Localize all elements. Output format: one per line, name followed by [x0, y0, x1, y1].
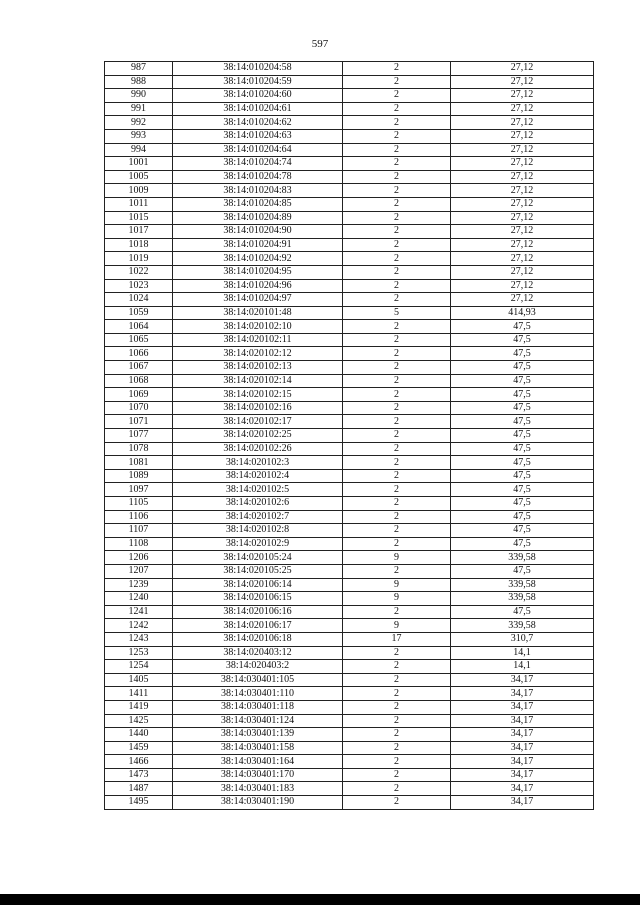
table-row [105, 768, 594, 782]
count-cell: 2 [343, 293, 451, 307]
value-cell: 47,5 [451, 388, 594, 402]
table-row [105, 714, 594, 728]
value-cell: 27,12 [451, 75, 594, 89]
value-cell: 27,12 [451, 102, 594, 116]
row-number-cell: 1419 [105, 700, 173, 714]
row-number-cell: 1015 [105, 211, 173, 225]
row-number-cell: 1064 [105, 320, 173, 334]
value-cell: 34,17 [451, 782, 594, 796]
table-row [105, 388, 594, 402]
row-number-cell: 1241 [105, 605, 173, 619]
table-row [105, 225, 594, 239]
count-cell: 2 [343, 320, 451, 334]
cadastral-number-cell: 38:14:020102:11 [173, 333, 343, 347]
table-row [105, 619, 594, 633]
cadastral-number-cell: 38:14:030401:190 [173, 796, 343, 810]
table-row [105, 116, 594, 130]
value-cell: 27,12 [451, 252, 594, 266]
table-row [105, 170, 594, 184]
row-number-cell: 1081 [105, 456, 173, 470]
value-cell: 47,5 [451, 415, 594, 429]
table-row [105, 442, 594, 456]
count-cell: 5 [343, 306, 451, 320]
table-row [105, 469, 594, 483]
table-row [105, 401, 594, 415]
row-number-cell: 1023 [105, 279, 173, 293]
count-cell: 2 [343, 796, 451, 810]
value-cell: 34,17 [451, 755, 594, 769]
value-cell: 47,5 [451, 537, 594, 551]
cadastral-number-cell: 38:14:010204:78 [173, 170, 343, 184]
table-row [105, 605, 594, 619]
cadastral-number-cell: 38:14:030401:110 [173, 687, 343, 701]
row-number-cell: 1018 [105, 238, 173, 252]
table-row [105, 279, 594, 293]
table-row [105, 306, 594, 320]
table-row [105, 415, 594, 429]
table-row [105, 483, 594, 497]
value-cell: 47,5 [451, 456, 594, 470]
table-row [105, 374, 594, 388]
cadastral-number-cell: 38:14:020102:3 [173, 456, 343, 470]
cadastral-number-cell: 38:14:010204:89 [173, 211, 343, 225]
row-number-cell: 1105 [105, 497, 173, 511]
cadastral-number-cell: 38:14:020106:17 [173, 619, 343, 633]
count-cell: 2 [343, 157, 451, 171]
table-row [105, 456, 594, 470]
cadastral-number-cell: 38:14:020102:16 [173, 401, 343, 415]
table-row [105, 646, 594, 660]
table-row [105, 497, 594, 511]
count-cell: 9 [343, 619, 451, 633]
table-row [105, 551, 594, 565]
value-cell: 47,5 [451, 524, 594, 538]
row-number-cell: 988 [105, 75, 173, 89]
cadastral-number-cell: 38:14:010204:62 [173, 116, 343, 130]
count-cell: 2 [343, 456, 451, 470]
value-cell: 47,5 [451, 347, 594, 361]
table-row [105, 238, 594, 252]
value-cell: 47,5 [451, 469, 594, 483]
table-row [105, 361, 594, 375]
cadastral-number-cell: 38:14:010204:91 [173, 238, 343, 252]
cadastral-number-cell: 38:14:030401:183 [173, 782, 343, 796]
table-row [105, 252, 594, 266]
row-number-cell: 1011 [105, 197, 173, 211]
value-cell: 34,17 [451, 768, 594, 782]
table-row [105, 592, 594, 606]
cadastral-number-cell: 38:14:030401:105 [173, 673, 343, 687]
cadastral-number-cell: 38:14:020102:14 [173, 374, 343, 388]
cadastral-number-cell: 38:14:020106:15 [173, 592, 343, 606]
count-cell: 2 [343, 333, 451, 347]
table-body [105, 62, 594, 810]
cadastral-number-cell: 38:14:020102:17 [173, 415, 343, 429]
value-cell: 27,12 [451, 293, 594, 307]
count-cell: 2 [343, 687, 451, 701]
row-number-cell: 1059 [105, 306, 173, 320]
row-number-cell: 1459 [105, 741, 173, 755]
cadastral-number-cell: 38:14:020102:26 [173, 442, 343, 456]
cadastral-number-cell: 38:14:010204:59 [173, 75, 343, 89]
cadastral-number-cell: 38:14:010204:95 [173, 265, 343, 279]
count-cell: 2 [343, 374, 451, 388]
value-cell: 27,12 [451, 279, 594, 293]
count-cell: 2 [343, 768, 451, 782]
cadastral-number-cell: 38:14:020102:9 [173, 537, 343, 551]
value-cell: 27,12 [451, 143, 594, 157]
value-cell: 47,5 [451, 401, 594, 415]
table-row [105, 796, 594, 810]
cadastral-number-cell: 38:14:030401:124 [173, 714, 343, 728]
cadastral-number-cell: 38:14:030401:170 [173, 768, 343, 782]
row-number-cell: 1097 [105, 483, 173, 497]
table-row [105, 429, 594, 443]
cadastral-number-cell: 38:14:010204:60 [173, 89, 343, 103]
page-number: 597 [311, 38, 329, 50]
row-number-cell: 1022 [105, 265, 173, 279]
table-row [105, 578, 594, 592]
value-cell: 27,12 [451, 211, 594, 225]
value-cell: 47,5 [451, 429, 594, 443]
value-cell: 14,1 [451, 660, 594, 674]
count-cell: 2 [343, 497, 451, 511]
count-cell: 2 [343, 347, 451, 361]
row-number-cell: 991 [105, 102, 173, 116]
row-number-cell: 1425 [105, 714, 173, 728]
count-cell: 9 [343, 551, 451, 565]
value-cell: 34,17 [451, 796, 594, 810]
value-cell: 14,1 [451, 646, 594, 660]
count-cell: 2 [343, 170, 451, 184]
row-number-cell: 1206 [105, 551, 173, 565]
cadastral-number-cell: 38:14:020106:18 [173, 632, 343, 646]
cadastral-number-cell: 38:14:020102:13 [173, 361, 343, 375]
row-number-cell: 993 [105, 129, 173, 143]
table-row [105, 564, 594, 578]
value-cell: 339,58 [451, 592, 594, 606]
count-cell: 2 [343, 361, 451, 375]
row-number-cell: 1019 [105, 252, 173, 266]
count-cell: 2 [343, 415, 451, 429]
count-cell: 2 [343, 62, 451, 76]
row-number-cell: 1005 [105, 170, 173, 184]
count-cell: 2 [343, 143, 451, 157]
value-cell: 34,17 [451, 728, 594, 742]
cadastral-number-cell: 38:14:020102:25 [173, 429, 343, 443]
count-cell: 2 [343, 388, 451, 402]
count-cell: 2 [343, 238, 451, 252]
cadastral-number-cell: 38:14:020106:16 [173, 605, 343, 619]
row-number-cell: 1065 [105, 333, 173, 347]
count-cell: 2 [343, 510, 451, 524]
value-cell: 34,17 [451, 741, 594, 755]
count-cell: 2 [343, 469, 451, 483]
row-number-cell: 1077 [105, 429, 173, 443]
cadastral-number-cell: 38:14:020106:14 [173, 578, 343, 592]
row-number-cell: 1068 [105, 374, 173, 388]
table-row [105, 211, 594, 225]
table-row [105, 320, 594, 334]
row-number-cell: 1440 [105, 728, 173, 742]
count-cell: 2 [343, 252, 451, 266]
row-number-cell: 994 [105, 143, 173, 157]
value-cell: 47,5 [451, 510, 594, 524]
count-cell: 2 [343, 279, 451, 293]
table-row [105, 537, 594, 551]
value-cell: 47,5 [451, 564, 594, 578]
table-row [105, 755, 594, 769]
table-row [105, 347, 594, 361]
row-number-cell: 1106 [105, 510, 173, 524]
value-cell: 27,12 [451, 157, 594, 171]
count-cell: 2 [343, 197, 451, 211]
cadastral-number-cell: 38:14:020102:8 [173, 524, 343, 538]
cadastral-number-cell: 38:14:010204:74 [173, 157, 343, 171]
count-cell: 2 [343, 673, 451, 687]
count-cell: 2 [343, 442, 451, 456]
count-cell: 2 [343, 660, 451, 674]
count-cell: 2 [343, 483, 451, 497]
value-cell: 339,58 [451, 578, 594, 592]
cadastral-number-cell: 38:14:020102:15 [173, 388, 343, 402]
count-cell: 2 [343, 401, 451, 415]
count-cell: 2 [343, 728, 451, 742]
cadastral-number-cell: 38:14:010204:58 [173, 62, 343, 76]
value-cell: 47,5 [451, 320, 594, 334]
row-number-cell: 1067 [105, 361, 173, 375]
count-cell: 2 [343, 605, 451, 619]
cadastral-number-cell: 38:14:020105:25 [173, 564, 343, 578]
table-row [105, 89, 594, 103]
table-row [105, 129, 594, 143]
cadastral-number-cell: 38:14:010204:96 [173, 279, 343, 293]
table-row [105, 293, 594, 307]
row-number-cell: 1473 [105, 768, 173, 782]
cadastral-table [104, 61, 594, 810]
value-cell: 47,5 [451, 361, 594, 375]
value-cell: 27,12 [451, 225, 594, 239]
row-number-cell: 1411 [105, 687, 173, 701]
cadastral-number-cell: 38:14:030401:139 [173, 728, 343, 742]
cadastral-number-cell: 38:14:010204:63 [173, 129, 343, 143]
row-number-cell: 1017 [105, 225, 173, 239]
table-row [105, 741, 594, 755]
cadastral-number-cell: 38:14:020102:12 [173, 347, 343, 361]
value-cell: 310,7 [451, 632, 594, 646]
scan-border [0, 894, 640, 905]
cadastral-number-cell: 38:14:020102:6 [173, 497, 343, 511]
value-cell: 27,12 [451, 184, 594, 198]
table-row [105, 524, 594, 538]
cadastral-number-cell: 38:14:010204:90 [173, 225, 343, 239]
row-number-cell: 1239 [105, 578, 173, 592]
cadastral-number-cell: 38:14:020101:48 [173, 306, 343, 320]
table-row [105, 660, 594, 674]
table-row [105, 687, 594, 701]
table-row [105, 102, 594, 116]
value-cell: 339,58 [451, 619, 594, 633]
value-cell: 47,5 [451, 483, 594, 497]
table-row [105, 700, 594, 714]
count-cell: 2 [343, 646, 451, 660]
row-number-cell: 1466 [105, 755, 173, 769]
cadastral-number-cell: 38:14:020403:2 [173, 660, 343, 674]
count-cell: 2 [343, 429, 451, 443]
table-row [105, 673, 594, 687]
count-cell: 2 [343, 782, 451, 796]
value-cell: 47,5 [451, 497, 594, 511]
count-cell: 2 [343, 89, 451, 103]
table-row [105, 333, 594, 347]
count-cell: 2 [343, 265, 451, 279]
value-cell: 34,17 [451, 714, 594, 728]
value-cell: 27,12 [451, 116, 594, 130]
row-number-cell: 1207 [105, 564, 173, 578]
value-cell: 27,12 [451, 265, 594, 279]
cadastral-number-cell: 38:14:020102:5 [173, 483, 343, 497]
count-cell: 2 [343, 184, 451, 198]
cadastral-number-cell: 38:14:010204:61 [173, 102, 343, 116]
table-row [105, 143, 594, 157]
row-number-cell: 1108 [105, 537, 173, 551]
count-cell: 2 [343, 75, 451, 89]
row-number-cell: 1487 [105, 782, 173, 796]
count-cell: 2 [343, 537, 451, 551]
table-row [105, 510, 594, 524]
value-cell: 34,17 [451, 673, 594, 687]
table-row [105, 184, 594, 198]
value-cell: 27,12 [451, 197, 594, 211]
table-row [105, 265, 594, 279]
value-cell: 27,12 [451, 89, 594, 103]
row-number-cell: 992 [105, 116, 173, 130]
row-number-cell: 1405 [105, 673, 173, 687]
value-cell: 27,12 [451, 129, 594, 143]
row-number-cell: 1024 [105, 293, 173, 307]
cadastral-number-cell: 38:14:010204:83 [173, 184, 343, 198]
row-number-cell: 1089 [105, 469, 173, 483]
count-cell: 2 [343, 564, 451, 578]
row-number-cell: 1107 [105, 524, 173, 538]
row-number-cell: 1070 [105, 401, 173, 415]
cadastral-number-cell: 38:14:020102:10 [173, 320, 343, 334]
cadastral-number-cell: 38:14:010204:85 [173, 197, 343, 211]
value-cell: 47,5 [451, 605, 594, 619]
row-number-cell: 990 [105, 89, 173, 103]
value-cell: 47,5 [451, 374, 594, 388]
cadastral-number-cell: 38:14:030401:158 [173, 741, 343, 755]
count-cell: 2 [343, 211, 451, 225]
value-cell: 47,5 [451, 333, 594, 347]
cadastral-number-cell: 38:14:010204:97 [173, 293, 343, 307]
table-row [105, 728, 594, 742]
count-cell: 2 [343, 741, 451, 755]
count-cell: 2 [343, 700, 451, 714]
value-cell: 34,17 [451, 687, 594, 701]
row-number-cell: 1243 [105, 632, 173, 646]
cadastral-number-cell: 38:14:020403:12 [173, 646, 343, 660]
value-cell: 27,12 [451, 238, 594, 252]
count-cell: 9 [343, 578, 451, 592]
row-number-cell: 1009 [105, 184, 173, 198]
value-cell: 339,58 [451, 551, 594, 565]
value-cell: 27,12 [451, 170, 594, 184]
table-row [105, 157, 594, 171]
cadastral-number-cell: 38:14:010204:92 [173, 252, 343, 266]
cadastral-number-cell: 38:14:030401:118 [173, 700, 343, 714]
row-number-cell: 1001 [105, 157, 173, 171]
count-cell: 2 [343, 714, 451, 728]
table-row [105, 632, 594, 646]
count-cell: 9 [343, 592, 451, 606]
table-row [105, 75, 594, 89]
row-number-cell: 1071 [105, 415, 173, 429]
table-row [105, 62, 594, 76]
table-row [105, 782, 594, 796]
row-number-cell: 1495 [105, 796, 173, 810]
value-cell: 47,5 [451, 442, 594, 456]
row-number-cell: 1078 [105, 442, 173, 456]
row-number-cell: 1254 [105, 660, 173, 674]
cadastral-number-cell: 38:14:020102:7 [173, 510, 343, 524]
count-cell: 2 [343, 102, 451, 116]
row-number-cell: 987 [105, 62, 173, 76]
count-cell: 2 [343, 755, 451, 769]
value-cell: 27,12 [451, 62, 594, 76]
row-number-cell: 1066 [105, 347, 173, 361]
count-cell: 2 [343, 129, 451, 143]
row-number-cell: 1069 [105, 388, 173, 402]
count-cell: 17 [343, 632, 451, 646]
table-row [105, 197, 594, 211]
value-cell: 34,17 [451, 700, 594, 714]
cadastral-number-cell: 38:14:030401:164 [173, 755, 343, 769]
value-cell: 414,93 [451, 306, 594, 320]
count-cell: 2 [343, 225, 451, 239]
count-cell: 2 [343, 116, 451, 130]
cadastral-number-cell: 38:14:010204:64 [173, 143, 343, 157]
row-number-cell: 1253 [105, 646, 173, 660]
cadastral-number-cell: 38:14:020105:24 [173, 551, 343, 565]
row-number-cell: 1240 [105, 592, 173, 606]
cadastral-number-cell: 38:14:020102:4 [173, 469, 343, 483]
row-number-cell: 1242 [105, 619, 173, 633]
count-cell: 2 [343, 524, 451, 538]
